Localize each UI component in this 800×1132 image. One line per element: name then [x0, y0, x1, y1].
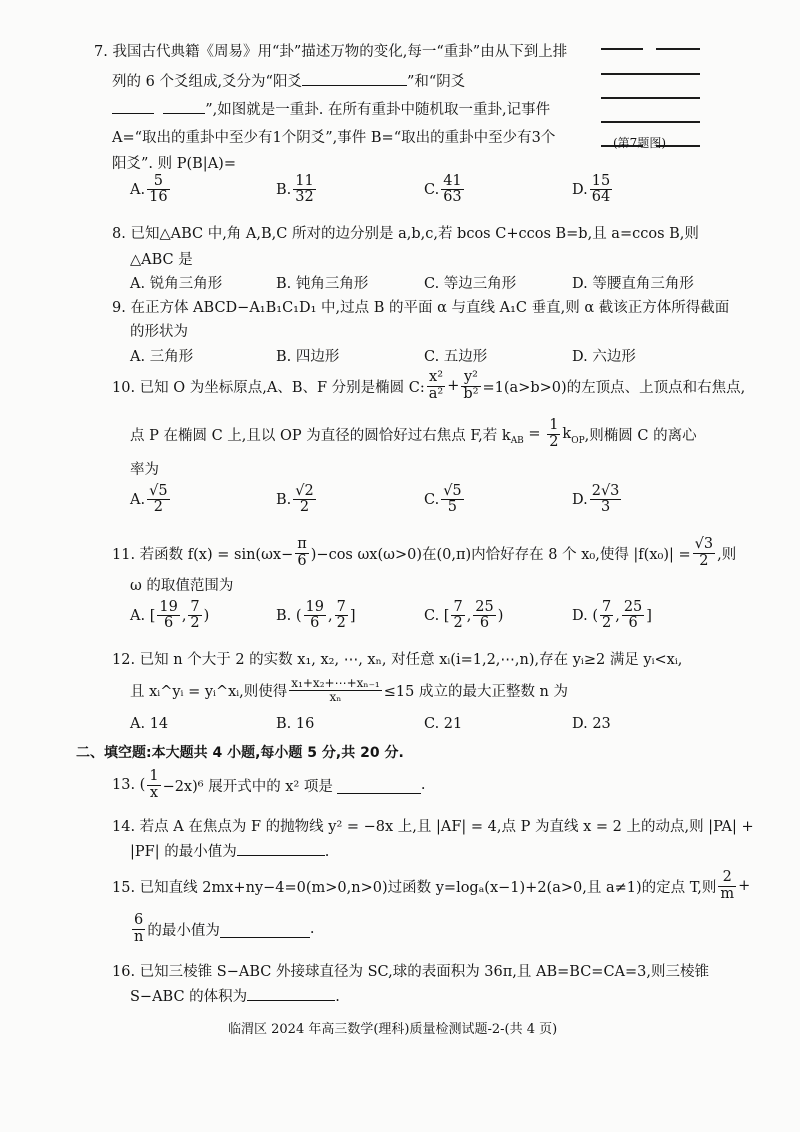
- q14-end: .: [324, 844, 330, 860]
- frac-num: 19: [305, 599, 324, 615]
- equals-sign: =: [523, 426, 546, 442]
- q8-option-c[interactable]: C. 等边三角形: [424, 276, 517, 292]
- k-sub-ab: AB: [510, 436, 524, 446]
- q10-line1-b: =1(a>b>0)的左顶点、上顶点和右焦点,: [482, 379, 746, 396]
- k-sub-op: OP: [571, 436, 585, 446]
- q15-line1: [112, 865, 750, 907]
- range-high: [188, 600, 201, 631]
- sum-ratio-fraction: [289, 677, 381, 703]
- hex-yao-5: [601, 73, 700, 75]
- q10-line2-b: ,则椭圆 C 的离心: [584, 427, 697, 444]
- plus-sign: +: [738, 878, 751, 894]
- section-title-fill-in: 二、填空题:本大题共 4 小题,每小题 5 分,共 20 分.: [76, 745, 404, 761]
- frac-den: xₙ: [329, 689, 342, 704]
- frac-num: 1: [149, 768, 159, 785]
- q11-option-b[interactable]: B. ( $\frac{19}{6}$ , $\frac{7}{2}$ ]: [276, 599, 356, 632]
- two-over-m: [718, 870, 736, 901]
- frac-den: 2: [190, 615, 200, 632]
- root3-over-2: [693, 537, 715, 568]
- range-low: [600, 600, 613, 631]
- q7-option-a[interactable]: [130, 174, 172, 205]
- q16-line2-text: S−ABC 的体积为: [130, 989, 248, 1005]
- option-fraction: [441, 174, 463, 205]
- yang-yao-symbol: [302, 85, 407, 86]
- frac-den: 2: [299, 499, 310, 516]
- q7-option-d[interactable]: [572, 174, 614, 205]
- option-fraction: [293, 484, 315, 515]
- q11-option-d[interactable]: D. ( $\frac{7}{2}$ , $\frac{25}{6}$ ]: [572, 599, 652, 632]
- option-label: B.: [276, 491, 292, 508]
- half-fraction: [547, 418, 560, 449]
- q7-line2-a: 列的 6 个爻组成,爻分为“阳爻: [112, 74, 302, 90]
- q12-line2: [130, 670, 568, 710]
- frac-num: 7: [601, 599, 612, 615]
- q11-line1-c: ,则: [717, 546, 737, 563]
- q10-line2: [130, 414, 697, 454]
- option-fraction: [293, 174, 315, 205]
- q7-line4: A=“取出的重卦中至少有1个阴爻”,事件 B=“取出的重卦中至少有3个: [112, 130, 556, 146]
- q11-line2: ω 的取值范围为: [130, 578, 234, 594]
- frac-den: 2: [453, 615, 463, 632]
- q13-answer-blank[interactable]: [337, 777, 421, 794]
- q10-option-a[interactable]: [130, 484, 172, 515]
- frac-num: √5: [149, 483, 168, 499]
- frac-num: √5: [443, 483, 462, 499]
- q13-post: −2x)⁶ 展开式中的 x² 项是: [162, 778, 333, 795]
- option-label: C.: [424, 181, 440, 198]
- frac-den: 6: [163, 615, 174, 632]
- q15-line2: [130, 908, 314, 950]
- hex-yao-3: [601, 121, 700, 123]
- q11-line1: [112, 533, 736, 573]
- k-op: k: [562, 426, 572, 442]
- frac-num: π: [297, 536, 307, 553]
- q14-line2-text: |PF| 的最小值为: [130, 844, 237, 860]
- yin-yao-left: [112, 113, 154, 114]
- frac-den: 2: [549, 433, 559, 450]
- option-fraction: [590, 484, 622, 515]
- frac-den: 2: [336, 615, 346, 632]
- q13-pre: 13. (: [112, 777, 146, 793]
- hexagram-caption: (第7题图): [613, 136, 666, 150]
- q11-option-a[interactable]: A. [ $\frac{19}{6}$ , $\frac{7}{2}$ ): [130, 599, 210, 632]
- q11-option-c[interactable]: C. [ $\frac{7}{2}$ , $\frac{25}{6}$ ): [424, 599, 504, 632]
- frac-den: b²: [463, 385, 479, 402]
- q10-line1: [112, 366, 745, 406]
- range-high: [622, 600, 644, 631]
- option-label: A.: [130, 181, 146, 198]
- option-label: D. (: [572, 607, 598, 624]
- q10-line1-a: 10. 已知 O 为坐标原点,A、B、F 分别是椭圆 C:: [112, 379, 425, 396]
- q12-option-a[interactable]: A. 14: [130, 716, 169, 732]
- q9-line2: 的形状为: [130, 324, 188, 340]
- q13-end: .: [420, 777, 426, 793]
- q9-line1: 9. 在正方体 ABCD−A₁B₁C₁D₁ 中,过点 B 的平面 α 与直线 A₁C 垂直,则 α 截该正方体所得截面: [112, 300, 730, 316]
- q8-option-b[interactable]: B. 钝角三角形: [276, 276, 369, 292]
- frac-num: y²: [461, 370, 480, 386]
- frac-num: 25: [623, 599, 643, 615]
- frac-den: 2: [699, 552, 709, 569]
- option-label: B.: [276, 181, 292, 198]
- range-low: [304, 600, 326, 631]
- option-label: C. [: [424, 607, 450, 624]
- yin-yao-right: [163, 113, 205, 114]
- q12-line1: 12. 已知 n 个大于 2 的实数 x₁, x₂, ⋯, xₙ, 对任意 xᵢ(i=1,2,⋯,n),存在 yᵢ≥2 满足 yᵢ<xᵢ,: [112, 652, 683, 668]
- option-label: A. [: [130, 607, 156, 624]
- page-footer: 临渭区 2024 年高三数学(理科)质量检测试题-2-(共 4 页): [228, 1022, 558, 1037]
- q9-option-b[interactable]: B. 四边形: [276, 349, 340, 365]
- q10-option-c[interactable]: [424, 484, 466, 515]
- q10-line2-a: 点 P 在椭圆 C 上,且以 OP 为直径的圆恰好过右焦点 F,若 k: [130, 427, 511, 444]
- hex-yao-6-right: [656, 48, 700, 50]
- frac-den: 6: [310, 615, 320, 632]
- frac-den: 2: [153, 499, 163, 516]
- frac-den: 3: [600, 499, 611, 516]
- bracket-close: ]: [646, 607, 652, 624]
- frac-num: 41: [443, 173, 462, 189]
- q10-option-d[interactable]: [572, 484, 623, 515]
- hex-yao-6-left: [601, 48, 643, 50]
- frac-den: m: [720, 885, 735, 902]
- option-fraction: [147, 484, 169, 515]
- option-fraction: [590, 174, 612, 205]
- frac-num: 1: [549, 417, 559, 434]
- q16-answer-blank[interactable]: [247, 986, 335, 1001]
- range-low: [157, 600, 179, 631]
- frac-num: 2√3: [591, 483, 620, 499]
- frac-den: x: [149, 784, 159, 801]
- frac-num: x₁+x₂+⋯+xₙ₋₁: [291, 675, 380, 690]
- q12-option-c[interactable]: C. 21: [424, 716, 463, 732]
- q7-option-c[interactable]: [424, 174, 466, 205]
- hex-yao-4: [601, 97, 700, 99]
- option-label: A.: [130, 491, 146, 508]
- frac-num: 25: [475, 599, 494, 615]
- q9-option-c[interactable]: C. 五边形: [424, 349, 488, 365]
- q11-line1-b: )−cos ωx(ω>0)在(0,π)内恰好存在 8 个 x₀,使得 |f(x₀)| =: [310, 546, 691, 563]
- frac-num: 5: [147, 174, 169, 190]
- one-over-x: [147, 769, 160, 800]
- q13-line: [112, 764, 426, 806]
- q15-line1-a: 15. 已知直线 2mx+ny−4=0(m>0,n>0)过函数 y=logₐ(x−1)+2(a>0,且 a≠1)的定点 T,则: [112, 879, 717, 896]
- option-fraction: [147, 174, 169, 205]
- q8-line2: △ABC 是: [130, 252, 193, 268]
- frac-num: 2: [718, 870, 736, 886]
- q8-line1: 8. 已知△ABC 中,角 A,B,C 所对的边分别是 a,b,c,若 bcos C+ccos B=b,且 a=ccos B,则: [112, 226, 699, 242]
- range-high: [473, 600, 495, 631]
- bracket-close: ]: [349, 607, 356, 624]
- frac-den: 32: [295, 189, 314, 206]
- option-fraction: [441, 484, 463, 515]
- frac-den: 16: [149, 189, 168, 206]
- frac-den: 6: [479, 615, 490, 632]
- q12-line2-a: 且 xᵢ^yᵢ = yᵢ^xᵢ,则使得: [130, 683, 288, 700]
- frac-num: √2: [295, 483, 314, 499]
- frac-den: 2: [601, 615, 612, 632]
- frac-num: 19: [159, 599, 178, 615]
- frac-num: 7: [453, 599, 463, 615]
- q12-option-d[interactable]: D. 23: [572, 716, 611, 732]
- ellipse-y-term: [461, 370, 480, 401]
- q16-line2: [130, 985, 340, 1006]
- q8-option-a[interactable]: A. 锐角三角形: [130, 276, 223, 292]
- frac-den: 6: [628, 615, 638, 632]
- q15-end: .: [309, 921, 315, 937]
- q16-line1: 16. 已知三棱锥 S−ABC 外接球直径为 SC,球的表面积为 36π,且 AB=BC=CA=3,则三棱锥: [112, 964, 709, 980]
- q14-answer-blank[interactable]: [237, 841, 325, 856]
- q7-line2-b: ”和“阴爻: [406, 74, 466, 90]
- q7-option-b[interactable]: [276, 174, 318, 205]
- frac-num: 11: [295, 173, 314, 189]
- frac-den: n: [134, 928, 144, 945]
- pi-over-6: [295, 537, 309, 568]
- q7-line1: 7. 我国古代典籍《周易》用“卦”描述万物的变化,每一“重卦”由从下到上排: [94, 44, 568, 60]
- q7-line3-text: ”,如图就是一重卦. 在所有重卦中随机取一重卦,记事件: [205, 102, 551, 118]
- q15-line2-b: 的最小值为: [147, 922, 220, 939]
- six-over-n: [132, 913, 145, 944]
- frac-num: 15: [591, 173, 611, 189]
- frac-num: 7: [336, 599, 346, 615]
- q9-option-a[interactable]: A. 三角形: [130, 349, 194, 365]
- frac-den: 5: [447, 499, 458, 516]
- q8-option-d[interactable]: D. 等腰直角三角形: [572, 276, 694, 292]
- q11-line1-a: 11. 若函数 f(x) = sin(ωx−: [112, 546, 294, 563]
- q12-line2-b: ≤15 成立的最大正整数 n 为: [383, 683, 568, 700]
- bracket-close: ): [203, 607, 210, 624]
- q7-line2: [112, 70, 465, 91]
- bracket-close: ): [497, 607, 504, 624]
- range-low: [451, 600, 464, 631]
- option-label: C.: [424, 491, 440, 508]
- q7-line3: [112, 98, 550, 119]
- option-label: D.: [572, 491, 588, 508]
- frac-den: 64: [591, 189, 611, 206]
- q14-line1: 14. 若点 A 在焦点为 F 的抛物线 y² = −8x 上,且 |AF| = 4,点 P 为直线 x = 2 上的动点,则 |PA| +: [112, 819, 754, 835]
- q10-option-b[interactable]: [276, 484, 318, 515]
- q7-line5: 阳爻”. 则 P(B|A)=: [112, 156, 236, 172]
- q16-end: .: [335, 989, 340, 1005]
- q9-option-d[interactable]: D. 六边形: [572, 349, 636, 365]
- q12-option-b[interactable]: B. 16: [276, 716, 315, 732]
- frac-num: x²: [427, 370, 445, 386]
- option-label: B. (: [276, 607, 302, 624]
- q14-line2: [130, 840, 329, 861]
- range-high: [335, 600, 348, 631]
- frac-num: 6: [132, 913, 145, 929]
- q15-answer-blank[interactable]: [220, 921, 310, 938]
- frac-den: 63: [443, 189, 462, 206]
- frac-num: √3: [694, 536, 714, 553]
- q10-line3: 率为: [130, 462, 159, 478]
- plus-sign: +: [447, 378, 460, 394]
- option-label: D.: [572, 181, 588, 198]
- frac-num: 7: [190, 599, 200, 615]
- frac-den: 6: [297, 552, 307, 569]
- frac-den: a²: [428, 385, 444, 402]
- ellipse-x-term: [427, 370, 445, 401]
